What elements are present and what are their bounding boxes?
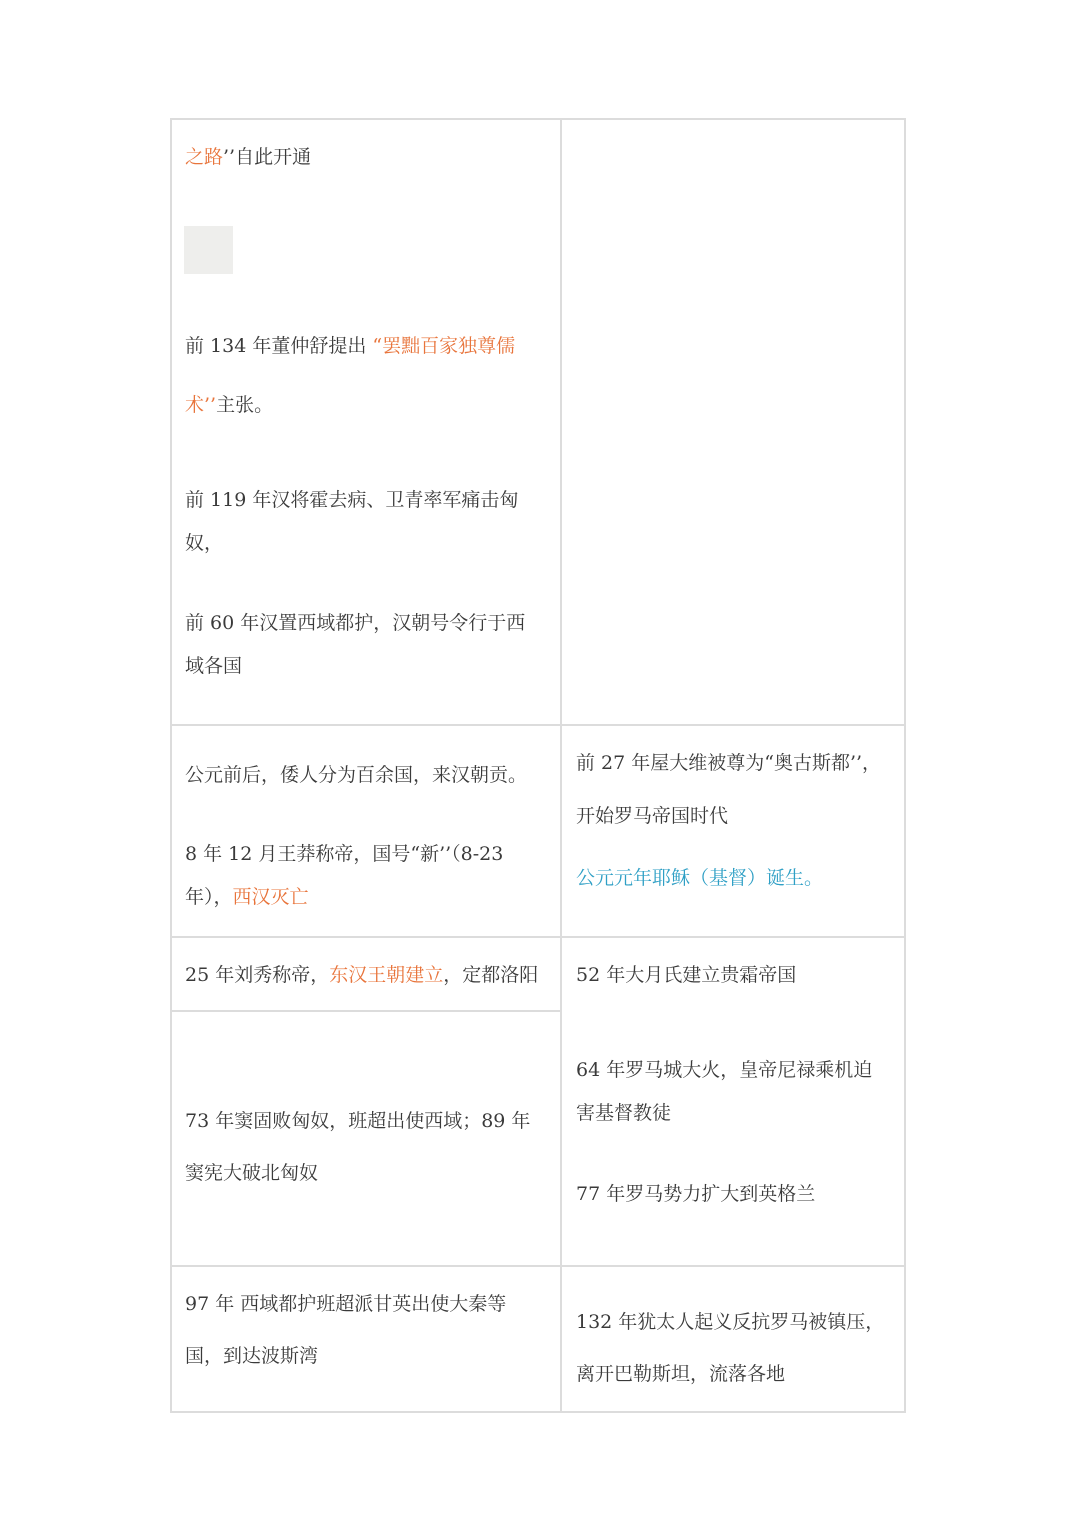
cell-text: 前 134 年董仲舒提出 “罢黜百家独尊儒	[185, 335, 516, 357]
cell-text: 132 年犹太人起义反抗罗马被镇压，	[576, 1311, 885, 1333]
row-divider	[170, 724, 906, 726]
cell-text: 开始罗马帝国时代	[576, 805, 729, 827]
cell-text: 窦宪大破北匈奴	[185, 1162, 319, 1184]
cell-text: 前 119 年汉将霍去病、卫青率军痛击匈	[185, 489, 519, 511]
cell-text: 公元元年耶稣（基督）诞生。	[576, 867, 824, 889]
cell-text: 77 年罗马势力扩大到英格兰	[576, 1183, 816, 1205]
column-divider	[560, 118, 562, 1413]
cell-text: 52 年大月氏建立贵霜帝国	[576, 964, 797, 986]
image-placeholder	[184, 226, 233, 274]
cell-text: 害基督教徒	[576, 1102, 672, 1124]
cell-text: 73 年窦固败匈奴，班超出使西域；89 年	[185, 1110, 531, 1132]
cell-text: 前 27 年屋大维被尊为“奥古斯都’’，	[576, 752, 882, 774]
row-divider	[170, 936, 906, 938]
cell-text: 97 年 西域都护班超派甘英出使大秦等	[185, 1293, 507, 1315]
cell-text: 公元前后，倭人分为百余国，来汉朝贡。	[185, 764, 528, 786]
cell-text: 域各国	[185, 655, 243, 677]
row-divider	[170, 1265, 906, 1267]
cell-text: 之路’’自此开通	[185, 146, 312, 168]
cell-text: 术’’主张。	[185, 394, 274, 416]
cell-text: 8 年 12 月王莽称帝，国号“新’’（8-23	[185, 843, 504, 865]
cell-text: 国，到达波斯湾	[185, 1345, 319, 1367]
cell-text: 前 60 年汉置西域都护，汉朝号令行于西	[185, 612, 526, 634]
row-divider	[170, 1010, 561, 1012]
cell-text: 年），西汉灭亡	[185, 886, 309, 908]
cell-text: 25 年刘秀称帝，东汉王朝建立，定都洛阳	[185, 964, 539, 986]
cell-text: 离开巴勒斯坦，流落各地	[576, 1363, 786, 1385]
cell-text: 64 年罗马城大火，皇帝尼禄乘机迫	[576, 1059, 873, 1081]
cell-text: 奴，	[185, 532, 224, 554]
